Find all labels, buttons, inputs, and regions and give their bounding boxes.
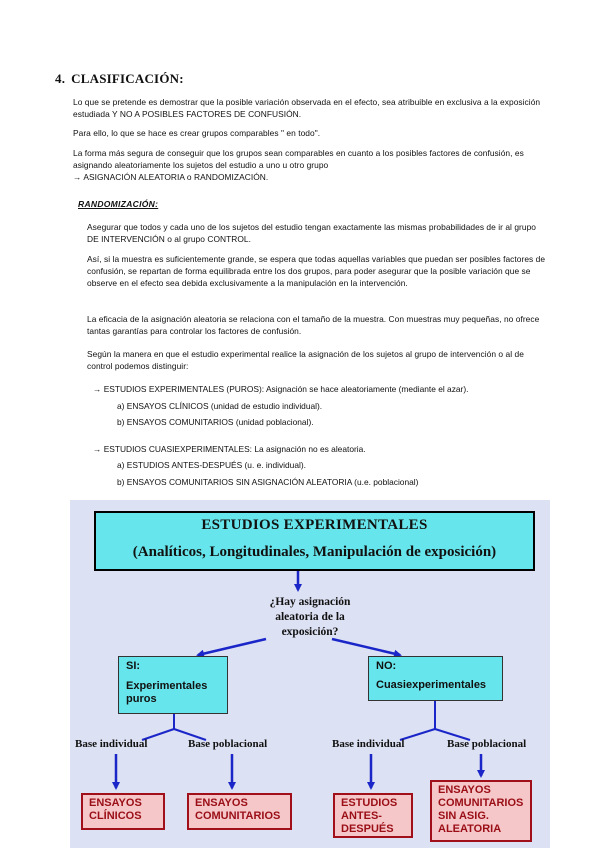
section-heading <box>55 71 184 87</box>
si-text: Experimentales puros <box>126 680 208 705</box>
randomization-title: RANDOMIZACIÓN: <box>78 199 159 209</box>
base-individual-right: Base individual <box>332 738 405 750</box>
no-label: NO: <box>376 660 397 672</box>
intro-paragraph-3-text: La forma más segura de conseguir que los grupos sean comparables en cuanto a los posibles factores de confusión, es asignando aleatoriamente los sujetos del estudio a uno u otro grupo <box>73 148 524 170</box>
top-subtitle: (Analíticos, Longitudinales, Manipulación de exposición) <box>132 544 497 560</box>
si-label: SI: <box>126 660 141 672</box>
si-box <box>118 656 228 714</box>
estudios-antes-despues-box: ESTUDIOS ANTES-DESPUÉS <box>333 793 413 838</box>
base-poblacional-left: Base poblacional <box>188 738 268 750</box>
arrow-question-to-no <box>332 639 400 655</box>
intro-arrow-line: → ASIGNACIÓN ALEATORIA o RANDOMIZACIÓN. <box>73 172 269 182</box>
randomization-paragraph-1: Asegurar que todos y cada uno de los sujetos del estudio tengan exactamente las mismas probabilidades de ir al grupo DE INTERVENCIÓN o al grupo CONTROL. <box>87 222 537 244</box>
no-box <box>368 656 503 701</box>
question-text: ¿Hay asignación aleatoria de la exposición? <box>269 596 351 638</box>
ensayos-clinicos-box: ENSAYOS CLÍNICOS <box>81 793 165 830</box>
list-experimental-a: a) ENSAYOS CLÍNICOS (unidad de estudio individual). <box>117 401 323 411</box>
base-poblacional-right: Base poblacional <box>447 738 527 750</box>
list-quasi-a: a) ESTUDIOS ANTES-DESPUÉS (u. e. individual). <box>117 460 306 470</box>
intro-paragraph-2: Para ello, lo que se hace es crear grupos comparables " en todo". <box>73 128 321 138</box>
section-title: CLASIFICACIÓN: <box>71 71 184 86</box>
arrow-question-to-si <box>198 639 266 655</box>
randomization-paragraph-4: Según la manera en que el estudio experimental realice la asignación de los sujetos al grupo de intervención o al de control podemos distinguir: <box>87 349 524 371</box>
intro-paragraph-3 <box>73 147 553 183</box>
randomization-paragraph-2: Así, si la muestra es suficientemente grande, se espera que todas aquellas variables que puedan ser posibles factores de confusión, se repartan de forma equilibrada entre los dos grupos, para poder asegurar que la posible variación que se observe en el efecto sea debida exclusivamente a la manipulación en la intervención. <box>87 254 546 288</box>
list-experimental: → ESTUDIOS EXPERIMENTALES (PUROS): Asignación se hace aleatoriamente (mediante el azar). <box>93 384 469 394</box>
branch-no-left <box>400 729 435 740</box>
classification-diagram <box>70 500 550 848</box>
list-experimental-b: b) ENSAYOS COMUNITARIOS (unidad poblacional). <box>117 417 314 427</box>
top-title: ESTUDIOS EXPERIMENTALES <box>201 517 428 533</box>
comunitarios-sin-asignacion-box: ENSAYOS COMUNITARIOS SIN ASIG. ALEATORIA <box>430 780 532 842</box>
intro-paragraph-1: Lo que se pretende es demostrar que la posible variación observada en el efecto, sea atribuible en exclusiva a la exposición estudiada Y NO A POSIBLES FACTORES DE CONFUSIÓN. <box>73 97 541 119</box>
no-text: Cuasiexperimentales <box>376 679 487 691</box>
ensayos-comunitarios-box: ENSAYOS COMUNITARIOS <box>187 793 292 830</box>
base-individual-left: Base individual <box>75 738 148 750</box>
randomization-paragraph-3: La eficacia de la asignación aleatoria se relaciona con el tamaño de la muestra. Con muestras muy pequeñas, no ofrece tantas garantías para controlar los factores de confusión. <box>87 314 540 336</box>
list-quasi-b: b) ENSAYOS COMUNITARIOS SIN ASIGNACIÓN ALEATORIA (u.e. poblacional) <box>117 477 419 487</box>
top-title-box <box>94 511 535 571</box>
section-number: 4. <box>55 71 66 86</box>
list-quasi: → ESTUDIOS CUASIEXPERIMENTALES: La asignación no es aleatoria. <box>93 444 366 454</box>
